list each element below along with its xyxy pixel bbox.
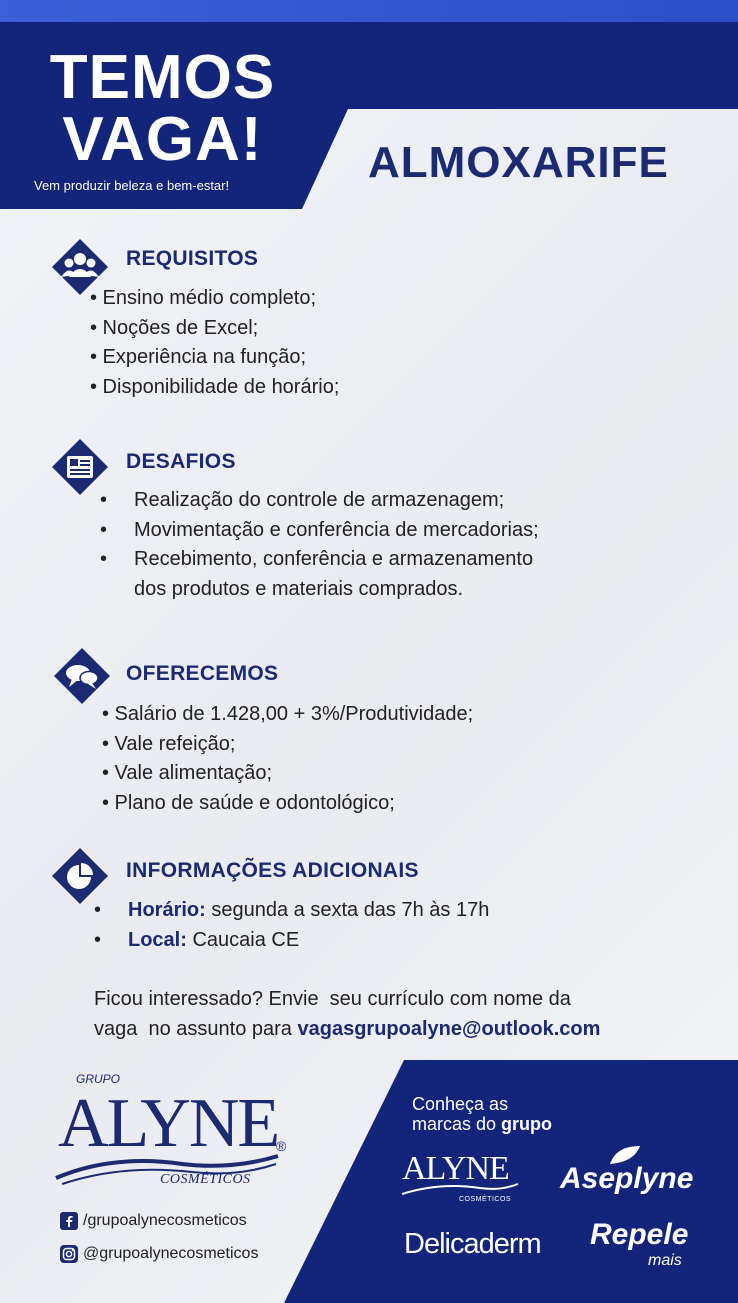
local-label: Local: (128, 928, 187, 951)
bullet: • (94, 899, 102, 921)
headline-line1: TEMOS (49, 43, 276, 112)
headline (40, 43, 285, 174)
list-item: • Vale refeição; (102, 732, 236, 755)
section-title-info: INFORMAÇÕES ADICIONAIS (126, 859, 419, 882)
cta-line2: vaga no assunto para (94, 1018, 298, 1040)
bullet: • (100, 518, 108, 541)
requisitos-list (90, 284, 339, 402)
list-item (98, 486, 539, 516)
instagram-handle: @grupoalynecosmeticos (83, 1245, 259, 1262)
local-value: Caucaia CE (186, 928, 300, 951)
info-list (92, 896, 489, 955)
brand-aseplyne-logo: Aseplyne (560, 1162, 694, 1195)
alyne-logo: ALYNE (58, 1085, 279, 1162)
list-item-local (92, 926, 489, 956)
facebook-icon (60, 1212, 78, 1230)
section-title-desafios: DESAFIOS (126, 450, 236, 473)
bullet: • (100, 489, 108, 511)
top-accent-bar (0, 0, 738, 22)
list-item (98, 545, 539, 575)
oferecemos-list (102, 700, 473, 818)
list-item-horario (92, 896, 489, 926)
brands-heading (412, 1094, 552, 1134)
brand-repele-logo: Repele (590, 1218, 689, 1251)
list-item: • Ensino médio completo; (90, 287, 317, 309)
cta-line1: Ficou interessado? Envie seu currículo com nome da (94, 988, 571, 1010)
section-title-oferecemos: OFERECEMOS (126, 662, 279, 685)
horario-value: segunda a sexta das 7h às 17h (205, 899, 490, 921)
email-link[interactable]: vagasgrupoalyne@outlook.com (297, 1018, 601, 1040)
brand-repele-mais: mais (648, 1252, 682, 1269)
facebook-handle: /grupoalynecosmeticos (83, 1212, 247, 1229)
job-title: ALMOXARIFE (368, 138, 669, 187)
headline-line2: VAGA! (62, 105, 263, 174)
list-item-text: Realização do controle de armazenagem; (134, 489, 505, 511)
brand-alyne-logo: ALYNE (402, 1150, 509, 1187)
grupo-label: GRUPO (76, 1072, 121, 1086)
list-item-continuation: dos produtos e materiais comprados. (134, 577, 464, 600)
brand-delicaderm-logo: Delicaderm (404, 1228, 541, 1260)
brands-heading-line2: marcas do (412, 1114, 502, 1134)
registered-mark: ® (276, 1138, 287, 1154)
bullet: • (100, 548, 108, 570)
list-item: • Salário de 1.428,00 + 3%/Produtividade; (102, 703, 474, 725)
tagline: Vem produzir beleza e bem-estar! (34, 178, 230, 193)
list-item: • Plano de saúde e odontológico; (102, 791, 395, 814)
brand-alyne-sub: COSMÉTICOS (459, 1196, 512, 1203)
section-title-requisitos: REQUISITOS (126, 247, 259, 270)
facebook-link[interactable] (60, 1212, 247, 1230)
chat-bubbles-icon (52, 646, 112, 706)
list-item: • Vale alimentação; (102, 762, 273, 784)
desafios-list (98, 486, 539, 604)
list-item: • Noções de Excel; (90, 316, 259, 339)
list-item (98, 516, 539, 546)
horario-label: Horário: (128, 899, 206, 921)
list-item: • Experiência na função; (90, 346, 307, 368)
brands-heading-line1: Conheça as (412, 1094, 509, 1114)
instagram-link[interactable] (60, 1245, 258, 1263)
brands-heading-bold: grupo (501, 1114, 553, 1134)
instagram-icon (60, 1245, 78, 1263)
cosmeticos-label: COSMÉTICOS (160, 1172, 251, 1187)
call-to-action (94, 984, 600, 1044)
list-item-text: Recebimento, conferência e armazenamento (134, 548, 534, 570)
bullet: • (94, 928, 102, 951)
list-item-text: Movimentação e conferência de mercadorias; (134, 518, 539, 541)
list-item: • Disponibilidade de horário; (90, 375, 340, 398)
